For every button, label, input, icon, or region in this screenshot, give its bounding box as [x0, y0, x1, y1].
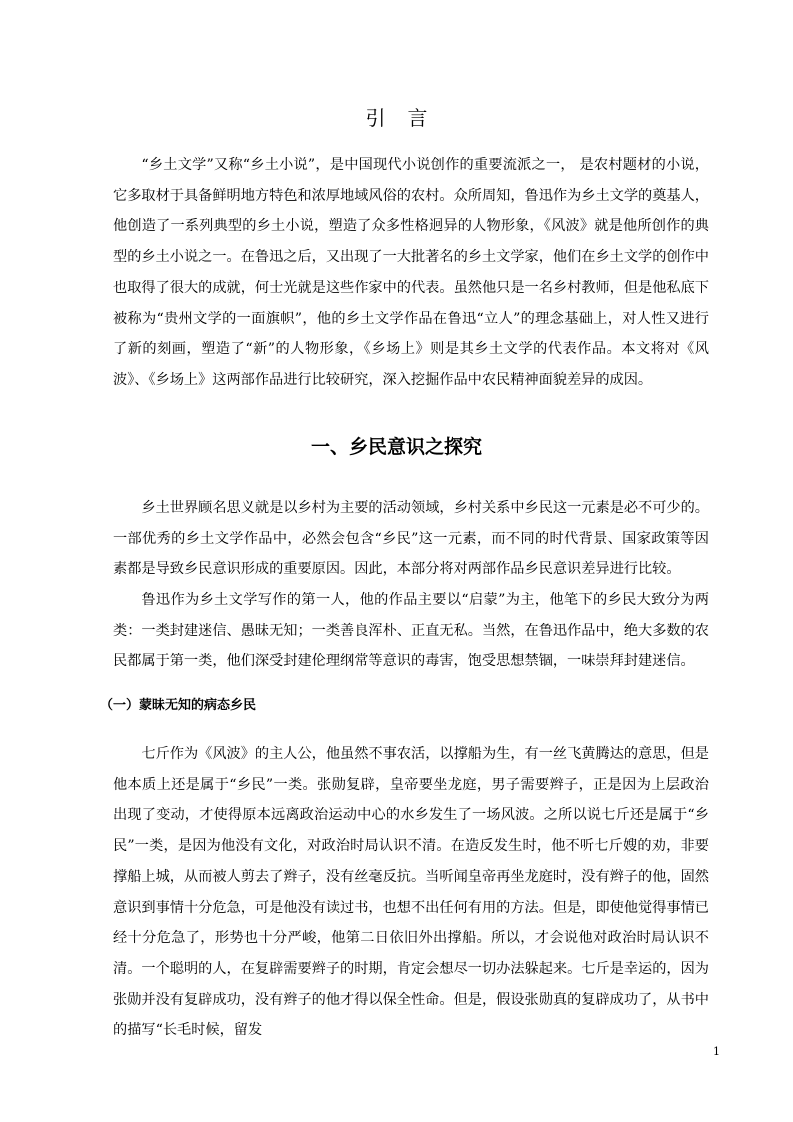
- intro-paragraph: “乡土文学”又称“乡土小说”，是中国现代小说创作的重要流派之一， 是农村题材的小说，它多取材于具备鲜明地方特色和浓厚地域风俗的农村。众所周知，鲁迅作为乡土文学的奠基人，他创造了一系列典型的乡土小说，塑造了众多性格迥异的人物形象，《风波》就是他所创作的典型的乡土小说之一。在鲁迅之后，又出现了一大批著名的乡土文学家，他们在乡土文学的创作中也取得了很大的成就，何士光就是这些作家中的代表。虽然他只是一名乡村教师，但是他私底下被称为“贵州文学的一面旗帜”，他的乡土文学作品在鲁迅“立人”的理念基础上，对人性又进行了新的刻画，塑造了“新”的人物形象，《乡场上》则是其乡土文学的代表作品。本文将对《风波》、《乡场上》这两部作品进行比较研究，深入挖掘作品中农民精神面貌差异的成因。: [113, 157, 709, 388]
- section-paragraph-2: 鲁迅作为乡土文学写作的第一人，他的作品主要以“启蒙”为主，他笔下的乡民大致分为两类：一类封建迷信、愚昧无知；一类善良浑朴、正直无私。当然，在鲁迅作品中，绝大多数的农民都属于第一类，他们深受封建伦理纲常等意识的毒害，饱受思想禁锢，一味崇拜封建迷信。: [113, 592, 709, 670]
- section-title: 一、乡民意识之探究: [310, 436, 482, 458]
- section-paragraph-3: 七斤作为《风波》的主人公，他虽然不事农活，以撑船为生，有一丝飞黄腾达的意思，但是他本质上还是属于“乡民”一类。张勋复辟，皇帝要坐龙庭，男子需要辫子，正是因为上层政治出现了变动，才使得原本远离政治运动中心的水乡发生了一场风波。之所以说七斤还是属于“乡民”一类，是因为他没有文化，对政治时局认识不清。在造反发生时，他不听七斤嫂的劝，非要撑船上城，从而被人剪去了辫子，没有丝毫反抗。当听闻皇帝再坐龙庭时，没有辫子的他，固然意识到事情十分危急，可是他没有读过书，也想不出任何有用的方法。但是，即使他觉得事情已经十分危急了，形势也十分严峻，他第二日依旧外出撑船。所以，才会说他对政治时局认识不清。一个聪明的人，在复辟需要辫子的时期，肯定会想尽一切办法躲起来。七斤是幸运的，因为张勋并没有复辟成功，没有辫子的他才得以保全性命。但是，假设张勋真的复辟成功了，从书中的描写“长毛时候，留发: [113, 746, 709, 1039]
- subsection-title: （一）蒙昧无知的病态乡民: [100, 698, 257, 713]
- section-paragraph-1: 乡土世界顾名思义就是以乡村为主要的活动领域，乡村关系中乡民这一元素是必不可少的。一部优秀的乡土文学作品中，必然会包含“乡民”这一元素，而不同的时代背景、国家政策等因素都是导致乡民意识形成的重要原因。因此，本部分将对两部作品乡民意识差异进行比较。: [113, 500, 709, 578]
- page-number: 1: [713, 1045, 720, 1058]
- intro-title: 引言: [365, 106, 450, 130]
